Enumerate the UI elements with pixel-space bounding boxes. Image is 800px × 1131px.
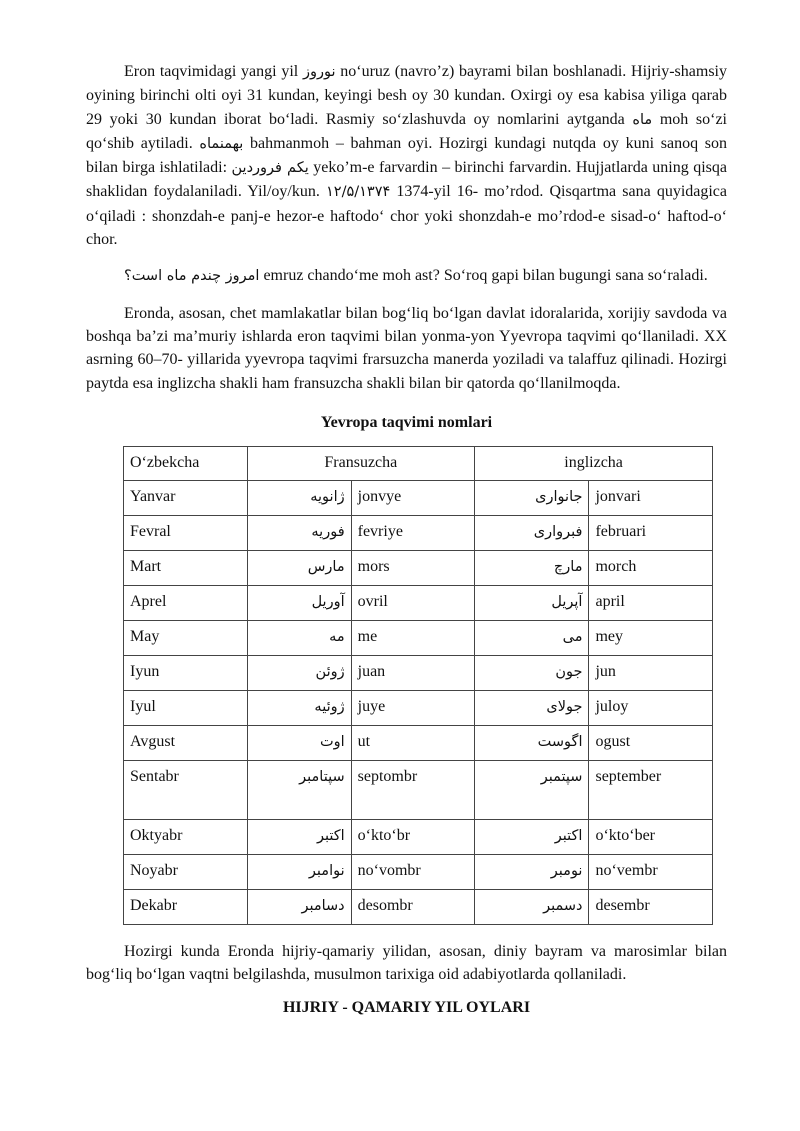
month-english-persian: نومبر bbox=[475, 854, 589, 889]
text-run: bahmanmoh – bahman oyi. Hozirgi kundagi nutqda oy kuni sanoq son bilan birga ishlatiladi: bbox=[86, 134, 728, 177]
month-english-persian: اکتبر bbox=[475, 819, 589, 854]
month-uzbek: Iyul bbox=[124, 690, 248, 725]
month-french-transliteration: o‘kto‘br bbox=[351, 819, 475, 854]
table-row bbox=[124, 889, 713, 924]
month-french-persian: اکتبر bbox=[247, 819, 351, 854]
table-row bbox=[124, 550, 713, 585]
month-english-transliteration: februari bbox=[589, 515, 713, 550]
month-uzbek: Noyabr bbox=[124, 854, 248, 889]
month-english-persian: جون bbox=[475, 655, 589, 690]
month-french-persian: مه bbox=[247, 620, 351, 655]
month-french-persian: سپتامبر bbox=[247, 760, 351, 819]
month-uzbek: Fevral bbox=[124, 515, 248, 550]
month-english-transliteration: morch bbox=[589, 550, 713, 585]
month-english-transliteration: april bbox=[589, 585, 713, 620]
section-heading: HIJRIY - QAMARIY YIL OYLARI bbox=[282, 999, 531, 1017]
month-english-persian: آپریل bbox=[475, 585, 589, 620]
table-row bbox=[124, 725, 713, 760]
month-english-transliteration: jun bbox=[589, 655, 713, 690]
table-row bbox=[124, 585, 713, 620]
header-uzbek: O‘zbekcha bbox=[124, 446, 248, 480]
month-uzbek: May bbox=[124, 620, 248, 655]
text-run: no‘uruz (navro’z) bayrami bilan boshlanadi. Hijriy-shamsiy oyining birinchi olti oyi 31 kundan, keyingi besh oy 30 kundan. Oxirgi oy esa kabisa yiliga qarab 29 yoki 30 kundan iborat bo‘ladi. Rasmiy so‘zlashuvda oy nomlarini aytganda bbox=[86, 63, 728, 128]
document-page bbox=[86, 60, 727, 1019]
month-uzbek: Avgust bbox=[124, 725, 248, 760]
month-french-transliteration: no‘vombr bbox=[351, 854, 475, 889]
month-uzbek: Aprel bbox=[124, 585, 248, 620]
text-run: 1374-yil 16- mo’rdod. Qisqartma sana quyidagica o‘qiladi : shonzdah-e panj-e hezor-e haftodo‘ chor yoki shonzdah-e mo’rdod-e sisad-o‘ haftod-o‘ chor. bbox=[86, 183, 728, 249]
month-english-transliteration: no‘vembr bbox=[589, 854, 713, 889]
month-english-persian: اگوست bbox=[475, 725, 589, 760]
month-uzbek: Iyun bbox=[124, 655, 248, 690]
persian-word-nowruz: نوروز bbox=[302, 64, 336, 80]
month-french-persian: فوریه bbox=[247, 515, 351, 550]
month-uzbek: Yanvar bbox=[124, 480, 248, 515]
month-uzbek: Oktyabr bbox=[124, 819, 248, 854]
calendar-table bbox=[123, 446, 713, 925]
month-french-transliteration: jonvye bbox=[351, 480, 475, 515]
table-row bbox=[124, 854, 713, 889]
month-english-persian: می bbox=[475, 620, 589, 655]
month-english-transliteration: desembr bbox=[589, 889, 713, 924]
table-row bbox=[124, 620, 713, 655]
table-row bbox=[124, 515, 713, 550]
text-run: emruz chando‘me moh ast? So‘roq gapi bilan bugungi sana so‘raladi. bbox=[259, 267, 708, 285]
month-english-transliteration: jonvari bbox=[589, 480, 713, 515]
month-french-transliteration: fevriye bbox=[351, 515, 475, 550]
table-row bbox=[124, 760, 713, 819]
month-french-persian: نوامبر bbox=[247, 854, 351, 889]
month-english-persian: جانواری bbox=[475, 480, 589, 515]
month-french-transliteration: desombr bbox=[351, 889, 475, 924]
table-header-row bbox=[124, 446, 713, 480]
month-french-transliteration: ovril bbox=[351, 585, 475, 620]
month-english-transliteration: ogust bbox=[589, 725, 713, 760]
month-french-persian: ژوئن bbox=[247, 655, 351, 690]
month-french-persian: دسامبر bbox=[247, 889, 351, 924]
month-english-transliteration: o‘kto‘ber bbox=[589, 819, 713, 854]
month-english-persian: دسمبر bbox=[475, 889, 589, 924]
month-french-persian: آوریل bbox=[247, 585, 351, 620]
text-run: yeko’m-e farvardin – birinchi farvardin. Hujjatlarda uning qisqa shaklidan foydalaniladi. Yil/oy/kun. bbox=[86, 159, 727, 201]
paragraph-european-calendar: Eronda, asosan, chet mamlakatlar bilan bog‘liq bo‘lgan davlat idoralarida, xorijiy savdoda va boshqa ba’zi ma’muriy ishlarda eron taqvimi bilan yonma-yon Yyevropa taqvimi qo‘llaniladi. XX asrning 60–70- yillarida yyevropa taqvimi frarsuzcha manerda yoziladi va talaffuz qilinadi. Hozirgi paytda esa inglizcha shakli ham fransuzcha shakli bilan bir qatorda qo‘llanilmoqda. bbox=[86, 304, 727, 392]
month-french-persian: ژانویه bbox=[247, 480, 351, 515]
table-row bbox=[124, 480, 713, 515]
month-english-persian: مارچ bbox=[475, 550, 589, 585]
text-run: moh so‘zi qo‘shib aytiladi. bbox=[86, 110, 727, 152]
month-french-transliteration: septombr bbox=[351, 760, 475, 819]
header-english: inglizcha bbox=[475, 446, 713, 480]
table-row bbox=[124, 655, 713, 690]
persian-phrase-farvardin: یکم فروردین bbox=[231, 160, 309, 177]
persian-word-bahmanmah: بهمنماه bbox=[199, 135, 244, 152]
table-row bbox=[124, 690, 713, 725]
persian-date: ۱۲/۵/۱۳۷۴ bbox=[326, 184, 391, 201]
paragraph-nowruz bbox=[86, 60, 727, 251]
month-english-transliteration: september bbox=[589, 760, 713, 819]
persian-question: امروز چندم ماه است؟ bbox=[124, 268, 260, 285]
month-french-persian: ژوئیه bbox=[247, 690, 351, 725]
table-row bbox=[124, 819, 713, 854]
month-french-transliteration: juye bbox=[351, 690, 475, 725]
month-french-transliteration: ut bbox=[351, 725, 475, 760]
month-english-transliteration: juloy bbox=[589, 690, 713, 725]
header-french: Fransuzcha bbox=[247, 446, 475, 480]
paragraph-hijri: Hozirgi kunda Eronda hijriy-qamariy yilidan, asosan, diniy bayram va marosimlar bilan bog‘liq bo‘lgan vaqtni belgilashda, musulmon tarixiga oid adabiyotlarda qollaniladi. bbox=[86, 942, 727, 984]
month-uzbek: Sentabr bbox=[124, 760, 248, 819]
month-french-transliteration: me bbox=[351, 620, 475, 655]
month-french-transliteration: juan bbox=[351, 655, 475, 690]
persian-word-mah: ماه bbox=[632, 111, 653, 128]
text-run: Eron taqvimidagi yangi yil bbox=[124, 63, 303, 80]
month-english-persian: سپتمبر bbox=[475, 760, 589, 819]
month-english-transliteration: mey bbox=[589, 620, 713, 655]
month-french-transliteration: mors bbox=[351, 550, 475, 585]
month-english-persian: جولای bbox=[475, 690, 589, 725]
month-english-persian: فبرواری bbox=[475, 515, 589, 550]
paragraph-date-question bbox=[86, 264, 727, 288]
month-french-persian: مارس bbox=[247, 550, 351, 585]
month-uzbek: Mart bbox=[124, 550, 248, 585]
month-uzbek: Dekabr bbox=[124, 889, 248, 924]
table-title: Yevropa taqvimi nomlari bbox=[320, 413, 493, 431]
month-french-persian: اوت bbox=[247, 725, 351, 760]
